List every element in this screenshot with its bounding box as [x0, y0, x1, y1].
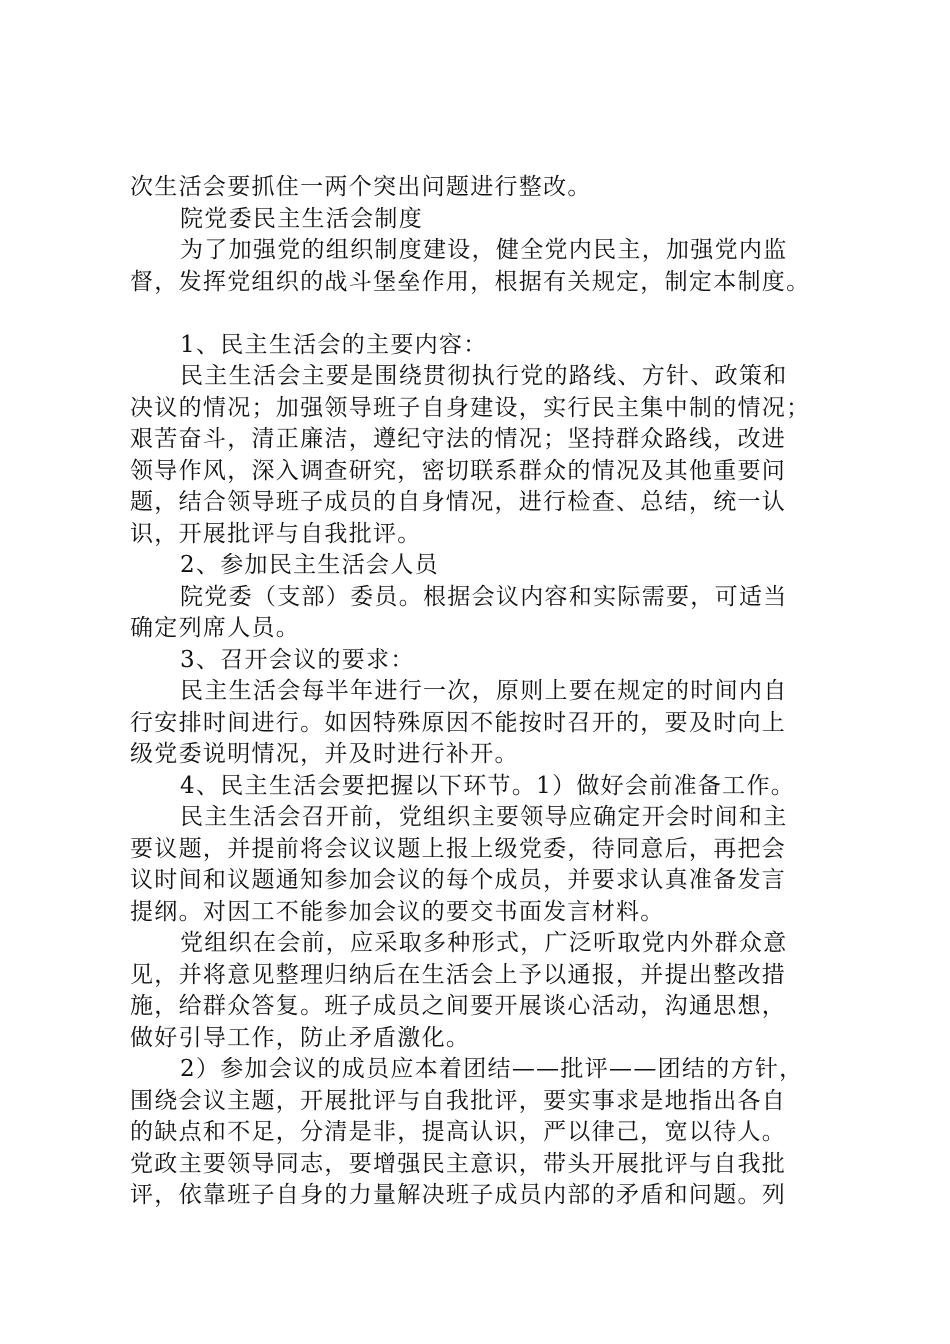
text-line: 要议题，并提前将会议议题上报上级党委，待同意后，再把会 — [130, 835, 787, 862]
text-line: 3、召开会议的要求： — [180, 646, 415, 673]
text-line: 民主生活会召开前，党组织主要领导应确定开会时间和主 — [180, 804, 788, 830]
text-line: 院党委民主生活会制度 — [180, 205, 423, 232]
blank-line — [130, 298, 830, 330]
text-line: 议时间和议题通知参加会议的每个成员，并要求认真准备发言 — [130, 867, 787, 893]
text-line: 4、民主生活会要把握以下环节。1）做好会前准备工作。 — [180, 772, 796, 799]
text-line: 党政主要领导同志，要增强民主意识，带头开展批评与自我批 — [130, 1150, 787, 1177]
text-line: 识，开展批评与自我批评。 — [130, 520, 422, 547]
text-line: 2、参加民主生活会人员 — [180, 552, 439, 578]
text-line: 民主生活会每半年进行一次，原则上要在规定的时间内自 — [180, 678, 788, 704]
text-line: 见，并将意见整理归纳后在生活会上予以通报，并提出整改措 — [130, 961, 787, 988]
document-body — [130, 172, 830, 1212]
text-line: 提纲。对因工不能参加会议的要交书面发言材料。 — [130, 898, 665, 925]
text-line: 领导作风，深入调查研究，密切联系群众的情况及其他重要问 — [130, 457, 787, 484]
text-line: 民主生活会主要是围绕贯彻执行党的路线、方针、政策和 — [180, 363, 788, 389]
text-line: 题，结合领导班子成员的自身情况，进行检查、总结，统一认 — [130, 489, 787, 515]
text-line: 督，发挥党组织的战斗堡垒作用，根据有关规定，制定本制度。 — [130, 268, 811, 295]
text-line: 决议的情况；加强领导班子自身建设，实行民主集中制的情况； — [130, 394, 811, 421]
text-line: 2）参加会议的成员应本着团结——批评——团结的方针， — [180, 1056, 804, 1082]
text-line: 评，依靠班子自身的力量解决班子成员内部的矛盾和问题。列 — [130, 1182, 787, 1208]
text-line: 做好引导工作，防止矛盾激化。 — [130, 1024, 471, 1051]
text-line: 次生活会要抓住一两个突出问题进行整改。 — [130, 174, 592, 200]
text-line: 党组织在会前，应采取多种形式，广泛听取党内外群众意 — [180, 930, 788, 956]
text-line: 围绕会议主题，开展批评与自我批评，要实事求是地指出各自 — [130, 1087, 787, 1114]
text-line: 院党委（支部）委员。根据会议内容和实际需要，可适当 — [180, 583, 788, 610]
text-line: 级党委说明情况，并及时进行补开。 — [130, 741, 519, 767]
text-line: 行安排时间进行。如因特殊原因不能按时召开的，要及时向上 — [130, 709, 787, 736]
text-line: 1、民主生活会的主要内容： — [180, 331, 488, 358]
text-line: 施，给群众答复。班子成员之间要开展谈心活动，沟通思想， — [130, 993, 787, 1019]
text-line: 艰苦奋斗，清正廉洁，遵纪守法的情况；坚持群众路线，改进 — [130, 426, 787, 452]
text-line: 为了加强党的组织制度建设，健全党内民主，加强党内监 — [180, 237, 788, 263]
text-line: 确定列席人员。 — [130, 615, 301, 641]
text-line: 的缺点和不足，分清是非，提高认识，严以律己，宽以待人。 — [130, 1119, 787, 1145]
